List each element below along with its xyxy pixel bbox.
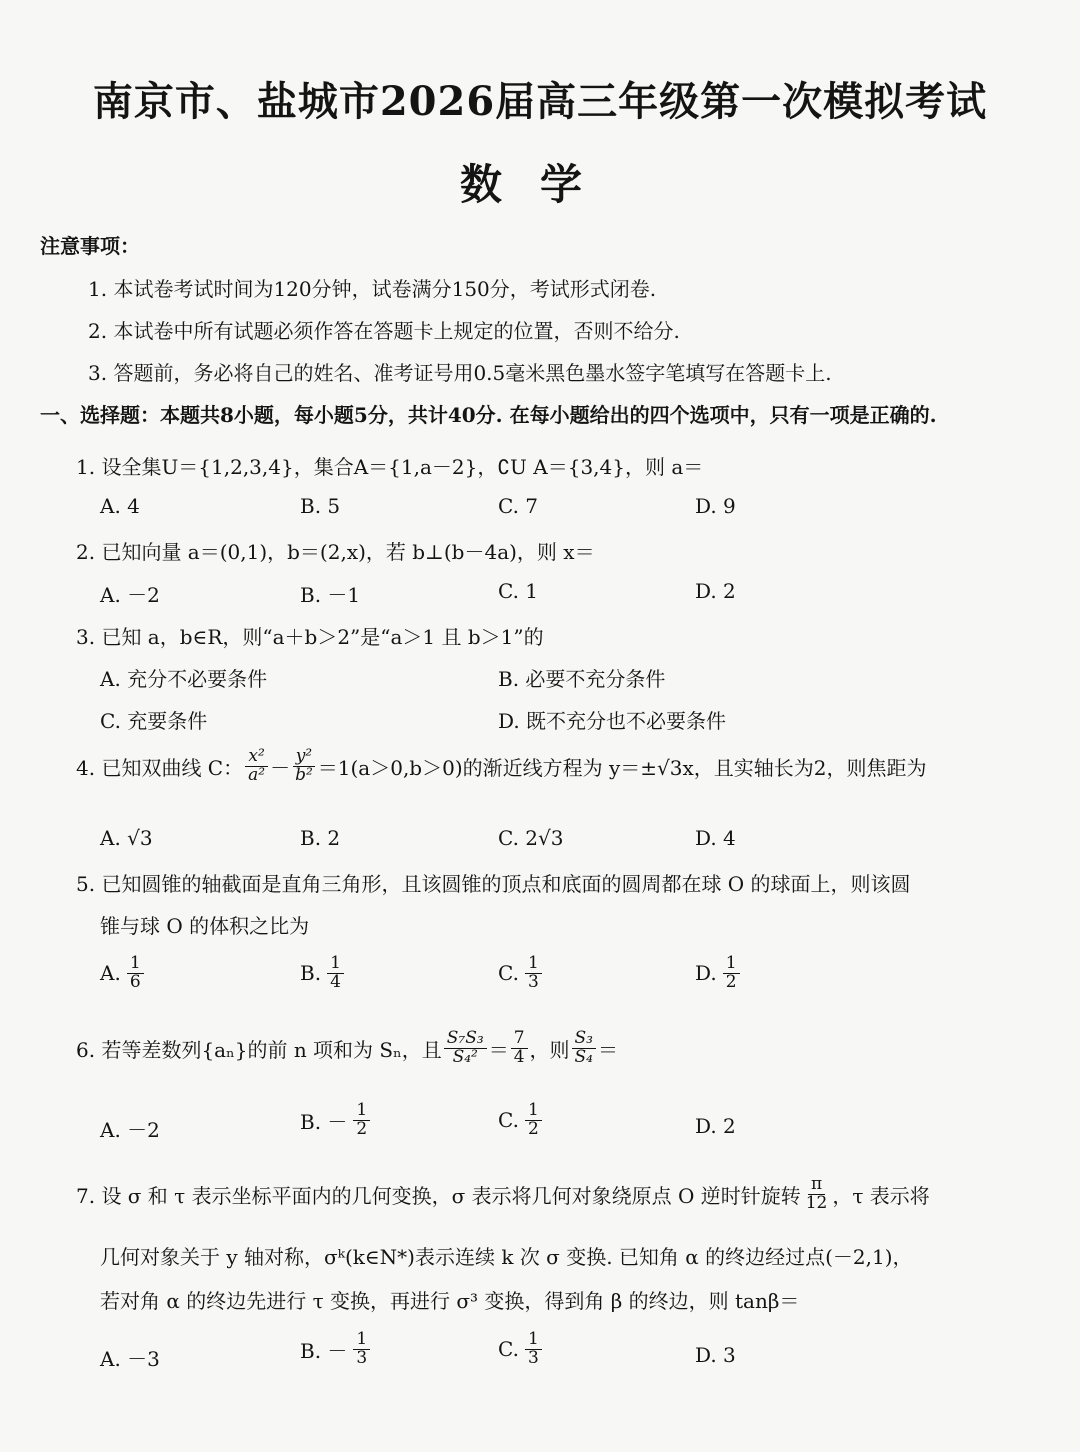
q4-stem-pre: 4. 已知双曲线 C： (76, 755, 244, 780)
q7-option-c-label: C. (498, 1337, 519, 1362)
question-5-stem-line1: 5. 已知圆锥的轴截面是直角三角形，且该圆锥的顶点和底面的圆周都在球 O 的球面上，则该圆 (76, 872, 911, 896)
q5-option-c-label: C. (498, 961, 519, 986)
q5-c-num: 1 (525, 955, 542, 974)
q5-b-den: 4 (330, 971, 341, 992)
subject-title: 数学 (459, 160, 620, 209)
q4-option-c: C. 2√3 (498, 826, 564, 850)
q6-stem-pre: 6. 若等差数列{aₙ}的前 n 项和为 Sₙ，且 (76, 1037, 442, 1062)
q5-d-den: 2 (725, 971, 737, 992)
q7-option-c (498, 1331, 544, 1368)
q5-option-b-label: B. (300, 961, 322, 986)
question-4-stem (76, 748, 927, 785)
q6-stem-post: ＝ (598, 1037, 618, 1062)
q4-frac-x-den: a² (248, 764, 266, 785)
q6-option-b-label: B. － (300, 1109, 348, 1134)
q6-b-num: 1 (353, 1102, 370, 1121)
question-3-stem: 3. 已知 a，b∈R，则“a＋b＞2”是“a＞1 且 b＞1”的 (76, 625, 544, 649)
q6-frac2-den: 4 (513, 1046, 525, 1067)
q2-option-a: A. －2 (100, 583, 160, 607)
q5-option-b (300, 955, 346, 992)
q6-c-num: 1 (525, 1102, 542, 1121)
question-7-stem-line3: 若对角 α 的终边先进行 τ 变换，再进行 σ³ 变换，得到角 β 的终边，则 tanβ＝ (100, 1289, 800, 1313)
q7-option-a: A. －3 (100, 1347, 160, 1371)
question-1-stem: 1. 设全集U＝{1,2,3,4}，集合A＝{1,a－2}，∁U A＝{3,4}，则 a＝ (76, 455, 704, 479)
q4-frac-x-num: x² (245, 748, 267, 767)
q2-option-c: C. 1 (498, 579, 539, 603)
notice-item-3: 3. 答题前，务必将自己的姓名、准考证号用0.5毫米黑色墨水签字笔填写在答题卡上. (88, 361, 832, 385)
q4-option-a: A. √3 (100, 826, 153, 850)
q6-stem-eq: ＝ (488, 1037, 509, 1062)
q6-frac2-num: 7 (511, 1030, 528, 1049)
q6-stem-mid: ，则 (529, 1037, 570, 1062)
notice-item-2: 2. 本试卷中所有试题必须作答在答题卡上规定的位置，否则不给分. (88, 319, 680, 343)
q5-d-num: 1 (723, 955, 740, 974)
q6-option-c (498, 1102, 544, 1139)
q4-frac-x (245, 748, 268, 785)
q1-option-b: B. 5 (300, 494, 341, 518)
q1-option-d: D. 9 (695, 494, 736, 518)
q5-option-c (498, 955, 544, 992)
q6-option-c-label: C. (498, 1108, 519, 1133)
q6-frac1-den: S₄² (452, 1046, 478, 1067)
q6-option-b (300, 1102, 372, 1139)
q7-line1-post: ，τ 表示将 (832, 1183, 930, 1208)
q1-option-a: A. 4 (100, 494, 140, 518)
q7-option-d: D. 3 (695, 1343, 736, 1367)
notice-heading: 注意事项： (40, 234, 140, 258)
q7-option-b (300, 1331, 372, 1368)
q6-option-a: A. －2 (100, 1118, 160, 1142)
q7-c-den: 3 (527, 1347, 539, 1368)
q6-c-den: 2 (527, 1118, 539, 1139)
q7-b-num: 1 (353, 1331, 370, 1350)
section-heading: 一、选择题：本题共8小题，每小题5分，共计40分. 在每小题给出的四个选项中，只有一项是正确的. (40, 403, 937, 427)
q7-angle-num: π (808, 1176, 825, 1195)
q7-line1-pre: 7. 设 σ 和 τ 表示坐标平面内的几何变换，σ 表示将几何对象绕原点 O 逆时针旋转 (76, 1183, 801, 1208)
exam-title: 南京市、盐城市2026届高三年级第一次模拟考试 (92, 78, 988, 125)
q5-option-a-label: A. (100, 961, 121, 986)
q4-stem-post: ＝1(a＞0,b＞0)的渐近线方程为 y＝±√3x，且实轴长为2，则焦距为 (317, 755, 927, 780)
q3-option-d: D. 既不充分也不必要条件 (498, 709, 727, 733)
q7-angle-den: 12 (805, 1192, 828, 1213)
q4-frac-y (292, 748, 316, 785)
question-6-stem (76, 1030, 618, 1067)
q5-option-d-label: D. (695, 961, 717, 986)
q6-b-den: 2 (356, 1118, 368, 1139)
q3-option-b: B. 必要不充分条件 (498, 667, 666, 691)
question-7-stem-line1 (76, 1176, 930, 1213)
q5-a-num: 1 (127, 955, 144, 974)
question-7-stem-line2: 几何对象关于 y 轴对称，σᵏ(k∈N*)表示连续 k 次 σ 变换. 已知角 α 的终边经过点(－2,1)， (100, 1245, 913, 1269)
q7-c-num: 1 (525, 1331, 542, 1350)
q4-frac-y-num: y² (293, 748, 315, 767)
q6-frac1-num: S₇S₃ (444, 1030, 487, 1049)
q5-b-num: 1 (327, 955, 344, 974)
q5-option-d (695, 955, 742, 992)
q5-a-den: 6 (129, 971, 141, 992)
q4-option-d: D. 4 (695, 826, 736, 850)
notice-item-1: 1. 本试卷考试时间为120分钟，试卷满分150分，考试形式闭卷. (88, 277, 657, 301)
q4-option-b: B. 2 (300, 826, 341, 850)
q2-option-d: D. 2 (695, 579, 736, 603)
q3-option-a: A. 充分不必要条件 (100, 667, 268, 691)
q5-c-den: 3 (527, 971, 539, 992)
q5-option-a (100, 955, 146, 992)
question-5-stem-line2: 锥与球 O 的体积之比为 (100, 914, 310, 938)
q6-frac3-num: S₃ (572, 1030, 596, 1049)
q6-option-d: D. 2 (695, 1114, 736, 1138)
q2-option-b: B. －1 (300, 583, 361, 607)
q7-b-den: 3 (356, 1347, 368, 1368)
q1-option-c: C. 7 (498, 494, 539, 518)
q4-frac-y-den: b² (295, 764, 313, 785)
q3-option-c: C. 充要条件 (100, 709, 208, 733)
q4-stem-minus: － (270, 755, 291, 780)
question-2-stem: 2. 已知向量 a＝(0,1)，b＝(2,x)，若 b⊥(b－4a)，则 x＝ (76, 540, 595, 564)
q6-frac3-den: S₄ (574, 1046, 593, 1067)
q7-option-b-label: B. － (300, 1338, 348, 1363)
